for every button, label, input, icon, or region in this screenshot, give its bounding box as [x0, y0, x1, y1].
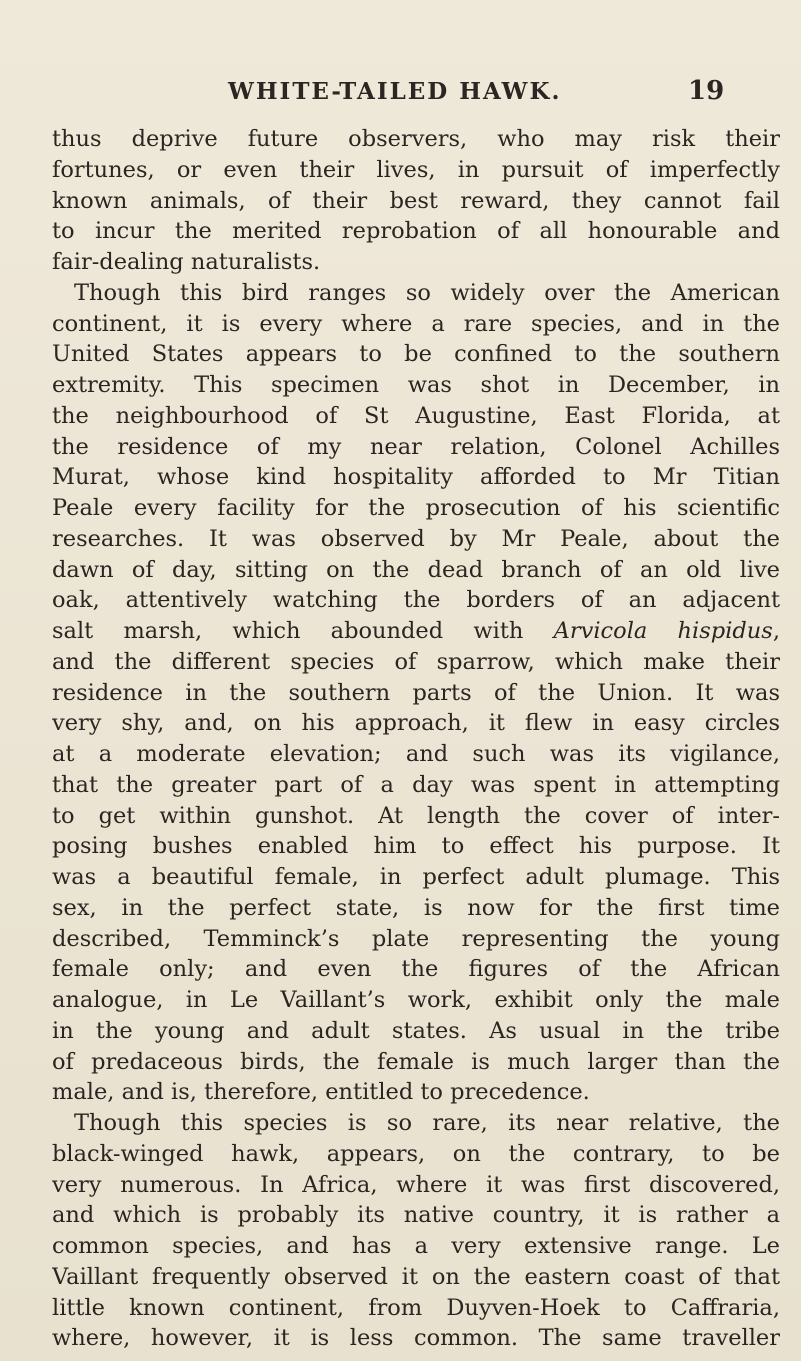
text-line: common species, and has a very extensive range. Le: [52, 1233, 780, 1259]
text-line: male, and is, therefore, entitled to precedence.: [52, 1079, 590, 1106]
text-line: and which is probably its native country, it is rather a: [52, 1202, 780, 1229]
text-line: fair-dealing naturalists.: [52, 249, 321, 275]
text-line: thus deprive future observers, who may risk their: [52, 126, 780, 152]
running-head: WHITE-TAILED HAWK.: [228, 78, 562, 105]
text-line: analogue, in Le Vaillant’s work, exhibit only the male: [52, 987, 780, 1013]
text-line: black-winged hawk, appears, on the contrary, to be: [52, 1140, 780, 1167]
species-name: Arvicola hispidus: [553, 618, 773, 644]
text-line: dawn of day, sitting on the dead branch of an old live: [52, 556, 780, 583]
text-line: and the different species of sparrow, which make their: [52, 648, 780, 675]
text-line: to get within gunshot. At length the cover of inter-: [52, 802, 780, 829]
text-line: to incur the merited reprobation of all honourable and: [52, 218, 780, 245]
text-line: Though this species is so rare, its near relative, the: [74, 1110, 780, 1136]
text-line: salt marsh, which abounded with Arvicola hispidus,: [52, 618, 780, 644]
text-line: female only; and even the figures of the African: [52, 956, 780, 983]
text-line: at a moderate elevation; and such was its vigilance,: [52, 741, 780, 767]
text-line: known animals, of their best reward, they cannot fail: [52, 187, 780, 214]
page-number: 19: [688, 76, 725, 106]
body-text: [52, 124, 780, 1354]
text-line: extremity. This specimen was shot in December, in: [52, 372, 780, 398]
text-line: Though this bird ranges so widely over the American: [74, 279, 780, 306]
text-line: little known continent, from Duyven-Hoek to Caffraria,: [52, 1294, 780, 1321]
text-line: continent, it is every where a rare species, and in the: [52, 310, 780, 337]
text-line: where, however, it is less common. The same traveller: [52, 1325, 780, 1352]
text-line: in the young and adult states. As usual in the tribe: [52, 1017, 780, 1044]
text-line: fortunes, or even their lives, in pursuit of imperfectly: [52, 156, 780, 183]
page-header: [0, 78, 801, 112]
text-line: of predaceous birds, the female is much larger than the: [52, 1048, 780, 1075]
text-line: United States appears to be confined to the southern: [52, 341, 780, 368]
text-line: very shy, and, on his approach, it flew in easy circles: [52, 710, 780, 737]
text-line: sex, in the perfect state, is now for the first time: [52, 894, 780, 921]
text-line: described, Temminck’s plate representing the young: [52, 925, 780, 952]
text-line: the neighbourhood of St Augustine, East Florida, at: [52, 402, 780, 429]
text-line: oak, attentively watching the borders of an adjacent: [52, 587, 780, 614]
text-line: that the greater part of a day was spent in attempting: [52, 771, 780, 798]
text-line: was a beautiful female, in perfect adult plumage. This: [52, 864, 780, 890]
text-line: posing bushes enabled him to effect his purpose. It: [52, 833, 780, 860]
text-line: Peale every facility for the prosecution of his scientific: [52, 495, 780, 521]
text-line: the residence of my near relation, Colonel Achilles: [52, 433, 780, 460]
text-line: Murat, whose kind hospitality afforded to Mr Titian: [52, 464, 780, 491]
text-line: residence in the southern parts of the Union. It was: [52, 679, 780, 706]
text-line: very numerous. In Africa, where it was first discovered,: [52, 1171, 780, 1198]
text-line: researches. It was observed by Mr Peale, about the: [52, 525, 780, 552]
text-line: Vaillant frequently observed it on the eastern coast of that: [52, 1263, 780, 1290]
